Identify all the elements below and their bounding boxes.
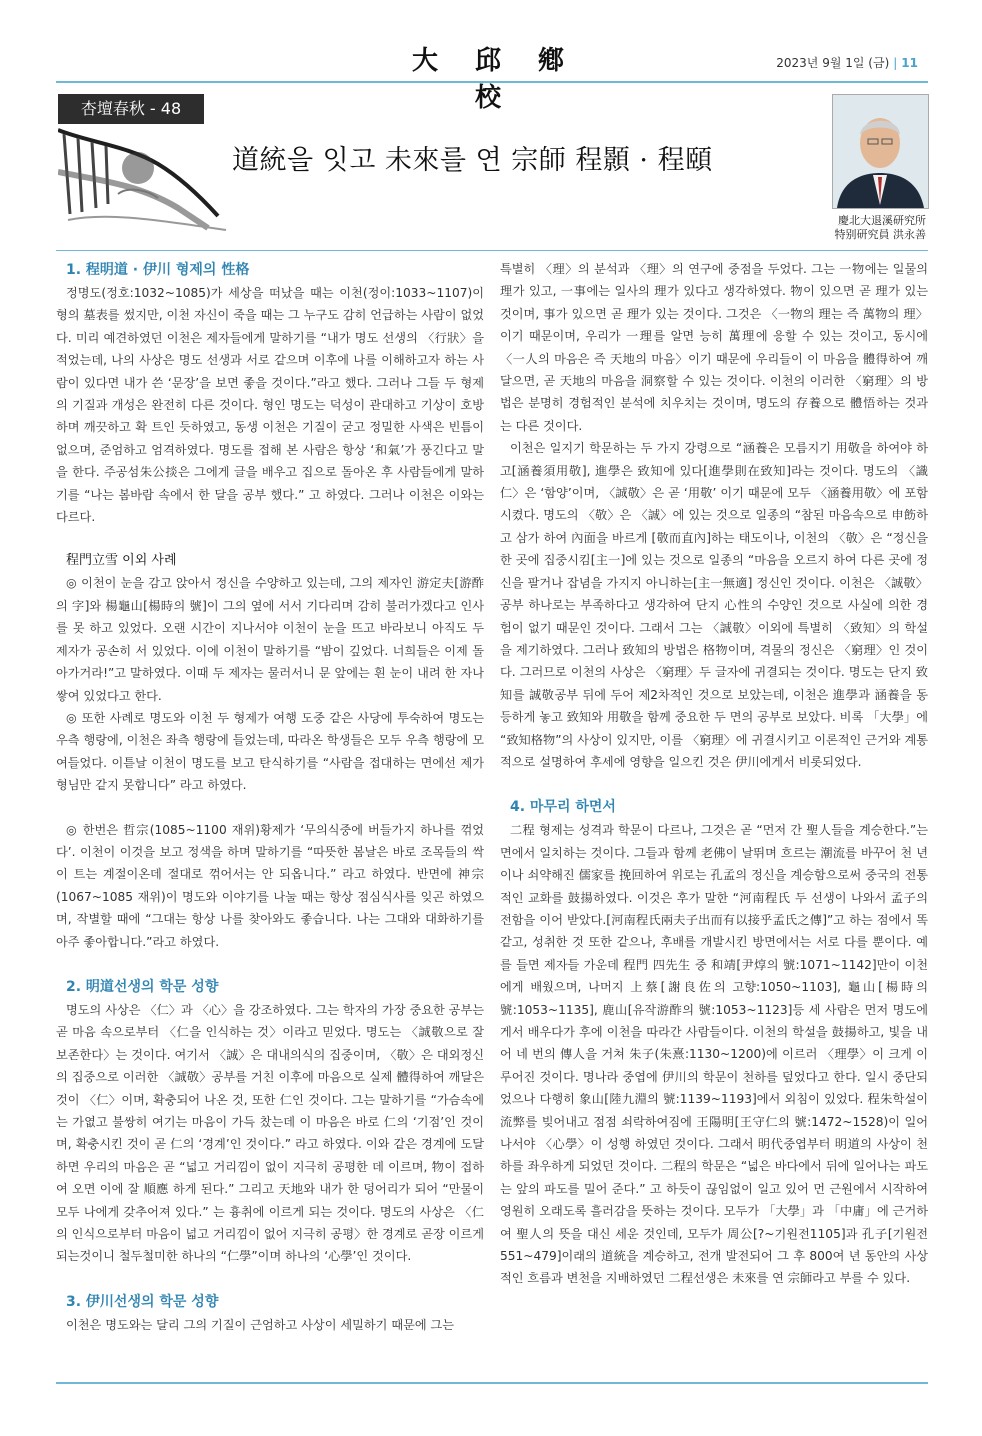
section-1-heading: 1. 程明道 · 伊川 형제의 性格 <box>66 262 250 278</box>
author-affiliation: 慶北大退溪研究所 <box>838 214 926 227</box>
series-label: 杏壇春秋 - 48 <box>58 94 204 124</box>
issue-date-line <box>776 54 918 71</box>
header-rule <box>56 250 928 251</box>
section-3-heading: 3. 伊川선생의 학문 성향 <box>66 1293 219 1310</box>
section-1-paragraph: 정명도(정호:1032~1085)가 세상을 떠났을 때는 이천(정이:1033~1107)이 형의 墓表를 썼지만, 이천 자신이 죽을 때는 그 누구도 감히 언급하는 사람이 없었다. 미리 예견하였던 이천은 제자들에게 말하기를 “내가 명도 선생의 〈行狀〉을 적었는데, 나의 사상은 명도 선생과 서로 같으며 이후에 나를 이해하고자 하는 사람이 있다면 내가 쓴 ‘문장’을 보면 좋을 것이다.”라고 했다. 그러나 그들 두 형제의 기질과 개성은 완전히 다른 것이다. 형인 명도는 덕성이 관대하고 기상이 호방하며 깨끗하고 확 트인 듯하였고, 동생 이천은 기질이 굳고 정밀한 사색은 빈틈이 없으며, 준엄하고 엄격하였다. 명도를 접해 본 사람은 항상 ‘和氣’가 풍긴다고 말을 한다. 주공섬朱公掞은 그에게 글을 배우고 집으로 돌아온 후 사람들에게 말하기를 “나는 봄바람 속에서 한 달을 공부 했다.” 고 하였다. 그러나 이천은 이와는 다르다. <box>56 286 484 525</box>
issue-date: 2023년 9월 1일 (금) <box>776 56 890 70</box>
section-3-paragraph: 이천은 명도와는 달리 그의 기질이 근엄하고 사상이 세밀하기 때문에 그는 <box>66 1317 455 1332</box>
author-caption <box>796 214 926 242</box>
section-3-paragraph: 이천은 일지기 학문하는 두 가지 강령으로 “涵養은 모름지기 用敬을 하여야 하고[涵養須用敬], 進學은 致知에 있다[進學則在致知]라는 것이다. 명도의 〈識仁〉은 ‘함양’이며, 〈誠敬〉은 곧 ‘用敬’ 이기 때문에 모두 〈涵養用敬〉에 포함시켰다. 명도의 〈敬〉은 〈誠〉에 있는 것으로 일종의 “참된 마음속으로 申飭하고 삼가 하여 內面을 바르게 [敬而直內]하는 태도이나, 이천의 〈敬〉은 “정신을 한 곳에 집중시킴[主一]에 있는 것으로 일종의 “마음을 오르지 하여 다른 곳에 정신을 팔거나 잡념을 가지지 아니하는[主一無適] 정신인 것이다. 이천은 〈誠敬〉공부 하나로는 부족하다고 생각하여 단지 心性의 수양인 것으로 사실에 의한 경험이 없기 때문인 것이다. 그래서 그는 〈誠敬〉이외에 특별히 〈致知〉의 학설을 제기하였다. 그러나 致知의 방법은 格物이며, 격물의 정신은 〈窮理〉인 것이다. 그러므로 이천의 사상은 〈窮理〉두 글자에 귀결되는 것이다. 명도는 단지 致知를 誠敬공부 뒤에 두어 제2차적인 것으로 보았는데, 이천은 進學과 涵養을 동등하게 놓고 致知와 用敬을 함께 중요한 두 면의 공부로 보았다. 비록 「大學」에 “致知格物”의 사상이 있지만, 이를 〈窮理〉에 귀결시키고 이론적인 근거와 계통적으로 설명하여 후세에 영향을 일으킨 것은 伊川에게서 비롯되었다. <box>500 441 928 769</box>
right-column <box>500 258 928 1290</box>
section-3-continued-paragraph: 특별히 〈理〉의 분석과 〈理〉의 연구에 중점을 두었다. 그는 一物에는 일물의 理가 있고, 一事에는 일사의 理가 있다고 생각하였다. 物이 있으면 곧 理가 있는 것이며, 事가 있으면 곧 理가 있는 것이다. 그것은 〈一物의 理는 즉 萬物의 理〉이기 때문이며, 우리가 一理를 알면 능히 萬理에 응할 수 있는 것이고, 동시에 〈一人의 마음은 즉 天地의 마음〉이기 때문에 우리들이 이 마음을 體得하여 깨달으면, 곧 天地의 마음을 洞察할 수 있는 것이다. 이천의 이러한 〈窮理〉의 방법은 분명히 경험적인 분석에 치우치는 것이며, 명도의 存養으로 體悟하는 것과는 다른 것이다. <box>500 262 928 433</box>
top-rule <box>56 81 928 83</box>
anecdote-paragraph: ◎ 한번은 哲宗(1085~1100 재위)황제가 ‘무의식중에 버들가지 하나를 꺾었다’. 이천이 이것을 보고 정색을 하며 말하기를 “따뜻한 봄날은 바로 조목들의 싹이 트는 계절이온데 절대로 꺾어서는 안 되옵니다.” 라고 하였다. 반면에 神宗(1067~1085 재위)이 명도와 이야기를 나눌 때는 항상 점심식사를 잊곤 하였으며, 작별할 때에 “그대는 항상 나를 찾아와도 좋습니다. 나는 그대와 대화하기를 아주 좋아합니다.”라고 하였다. <box>56 822 484 949</box>
section-2-paragraph: 명도의 사상은 〈仁〉과 〈心〉을 강조하였다. 그는 학자의 가장 중요한 공부는 곧 마음 속으로부터 〈仁을 인식하는 것〉이라고 믿었다. 명도는 〈誠敬으로 잘 보존한다〉는 것이다. 여기서 〈誠〉은 대내의식의 집중이며, 〈敬〉은 대외정신의 집중으로 이러한 〈誠敬〉공부를 거친 이후에 마음으로 실제 體得하여 깨달은 것이 〈仁〉이며, 확충되어 나온 것, 또한 仁인 것이다. 그는 말하기를 “가슴속에는 가엾고 불쌍히 여기는 마음이 가득 찼는데 이 마음은 바로 仁의 ‘기점’인 것이며, 확충시킨 것이 곧 仁의 ‘경계’인 것이다.” 라고 하였다. 이와 같은 경계에 도달하면 우리의 마음은 곧 “넓고 거리낌이 없이 지극히 공평한 데 이르며, 物이 접하여 오면 이에 잘 順應 하게 된다.” 그리고 天地와 내가 한 덩어리가 되어 “만물이 모두 나에게 갖추어져 있다.” 는 흉취에 이르게 되는 것이다. 명도의 사상은 〈仁의 인식으로부터 마음이 넓고 거리낌이 없어 지극히 공평〉한 경계로 곧장 이르게 되는것이니 철두철미한 하나의 “仁學”이며 하나의 ‘心學’인 것이다. <box>56 1002 484 1264</box>
section-2-heading: 2. 明道선생의 학문 성향 <box>66 978 219 995</box>
subsection-heading: 程門立雪 이외 사례 <box>66 553 177 569</box>
author-photo <box>832 94 929 209</box>
page-number: 11 <box>901 56 918 70</box>
ink-wash-illustration <box>58 124 228 232</box>
left-column <box>56 258 484 1336</box>
section-4-heading: 4. 마무리 하면서 <box>510 799 616 816</box>
date-separator: | <box>893 56 898 70</box>
anecdote-paragraph: ◎ 또한 사례로 명도와 이천 두 형제가 여행 도중 같은 사당에 투숙하여 명도는 우측 행랑에, 이천은 좌측 행랑에 들었는데, 따라온 학생들은 모두 우측 행랑에 모여들었다. 이튿날 이천이 명도를 보고 탄식하기를 “사람을 접대하는 면에선 제가 형님만 같지 못합니다” 라고 하였다. <box>56 710 484 793</box>
article-title: 道統을 잇고 未來를 연 宗師 程顥 · 程頤 <box>232 145 713 176</box>
section-4-paragraph: 二程 형제는 성격과 학문이 다르나, 그것은 곧 “먼저 간 聖人들을 계승한다.”는 면에서 일치하는 것이다. 그들과 함께 老佛이 날뛰며 흐르는 潮流를 바꾸어 천 년이나 쇠약해진 儒家를 挽回하여 위로는 孔孟의 정신을 계승함으로써 중국의 전통적인 교화를 鼓揚하였다. 이것은 후가 말한 “河南程氏 두 선생이 나와서 孟子의 전함을 이어 받았다.[河南程氏兩夫子出而有以接乎孟氏之傳]”고 하는 점에서 똑같고, 성취한 것 또한 같으나, 후배를 개발시킨 방면에서는 서로 다를 뿐이다. 예를 들면 제자들 가운데 程門 四先生 중 和靖[尹焞의 號:1071~1142]만이 이천에게 배웠으며, 나머지 上蔡[謝良佐의 고향:1050~1103], 龜山[楊時의 號:1053~1135], 鹿山[유작游酢의 號:1053~1123]등 세 사람은 먼저 명도에게서 배우다가 후에 이천을 따라간 사람들이다. 이천의 학설을 鼓揚하고, 빛을 내어 네 번의 傳人을 거쳐 朱子(朱熹:1130~1200)에 이르러 〈理學〉이 크게 이루어진 것이다. 명나라 중엽에 伊川의 학문이 천하를 덮었다고 한다. 일시 중단되었으나 다행히 象山[陸九淵의 號:1139~1193]에서 외침이 있었다. 程朱학설이 流弊를 빚어내고 점점 쇠락하여짐에 王陽明[王守仁의 號:1472~1528)이 일어나서야 〈心學〉이 성행 하였던 것이다. 그래서 明代중엽부터 明道의 사상이 천하를 좌우하게 되었던 것이다. 二程의 학문은 “넓은 바다에서 뒤에 일어나는 파도는 앞의 파도를 밀어 준다.” 고 하듯이 끊임없이 일고 있어 먼 근원에서 시작하여 영원히 오래도록 흘러감을 뜻하는 것이다. 모두가 「大學」과 「中庸」에 근거하여 聖人의 뜻을 대신 세운 것인데, 모두가 周公[?~기원전1105]과 孔子[기원전551~479]이래의 道統을 계승하고, 전개 발전되어 그 후 800여 년 동안의 사상적인 흐름과 변천을 지배하였던 二程선생은 未來를 연 宗師라고 부를 수 있다. <box>500 823 928 1286</box>
anecdote-paragraph: ◎ 이천이 눈을 감고 앉아서 정신을 수양하고 있는데, 그의 제자인 游定夫[游酢의 字]와 楊龜山[楊時의 號]이 그의 옆에 서서 기다리며 감히 불러가겠다고 인사를 못 하고 있었다. 오랜 시간이 지나서야 이천이 눈을 뜨고 바라보니 아직도 두 제자가 공손히 서 있었다. 이에 이천이 말하기를 “밤이 깊었다. 너희들은 이제 돌아가거라!”고 말하였다. 이때 두 제자는 물러서니 문 앞에는 흰 눈이 내려 한 자나 쌓여 있었다고 한다. <box>56 576 484 703</box>
author-name-title: 特别研究員 洪永善 <box>834 228 926 241</box>
bottom-rule <box>56 1382 928 1384</box>
newspaper-masthead: 大 邱 鄕 校 <box>411 46 579 113</box>
